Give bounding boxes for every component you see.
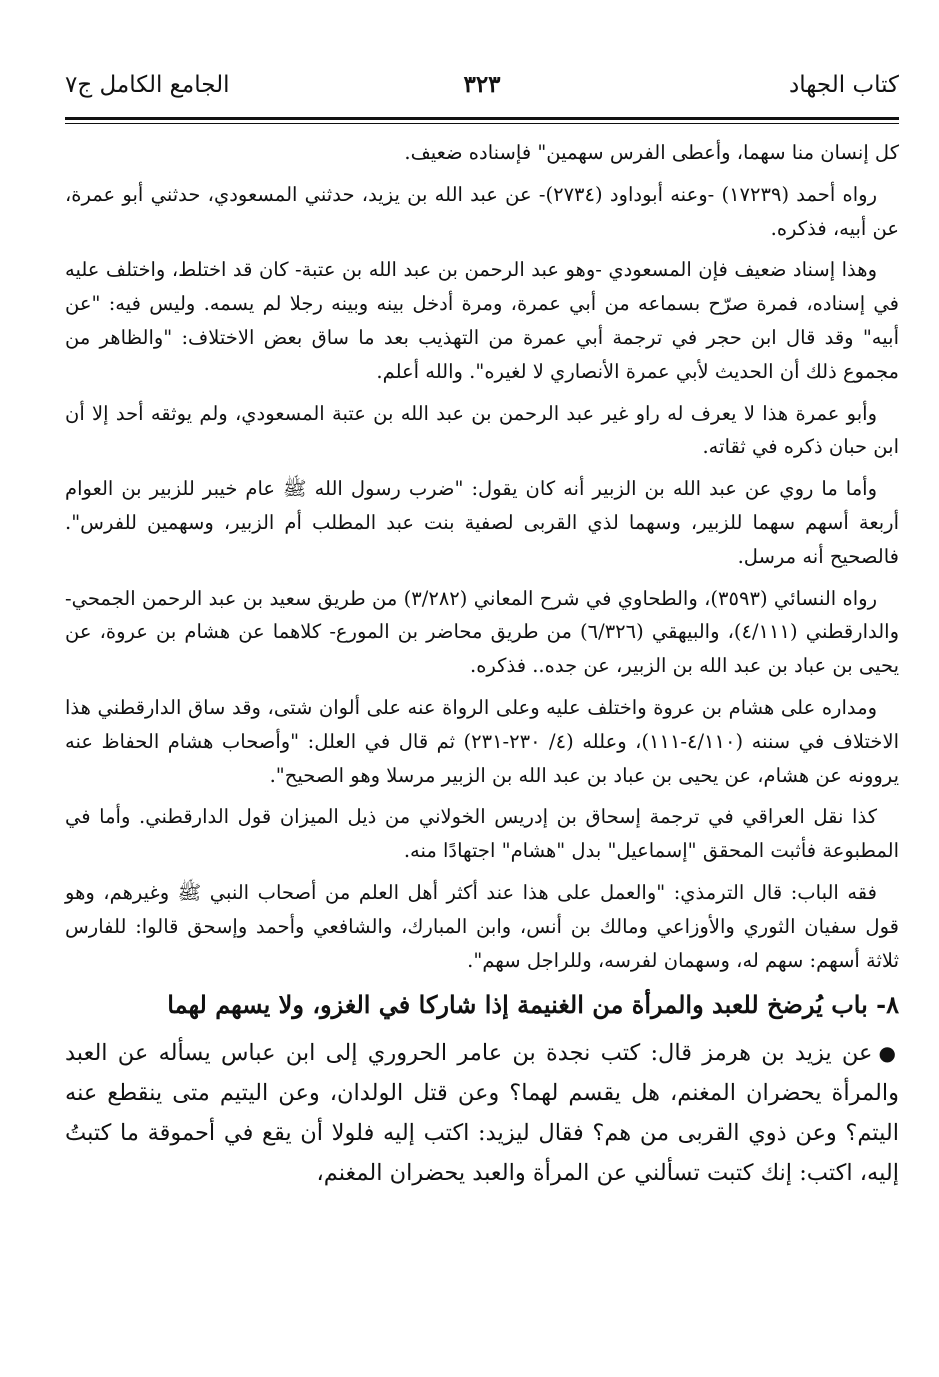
header-volume-title: الجامع الكامل ج٧	[65, 72, 230, 98]
chapter-heading: ٨- باب يُرضخ للعبد والمرأة من الغنيمة إذا شاركا في الغزو، ولا يسهم لهما	[167, 990, 899, 1020]
header-book-title: كتاب الجهاد	[789, 72, 899, 98]
paragraph: رواه أحمد (١٧٢٣٩) -وعنه أبوداود (٢٧٣٤)- عن عبد الله بن يزيد، حدثني المسعودي، حدثني أبو عمرة، عن أبيه، فذكره.	[65, 182, 899, 240]
paragraph: وأبو عمرة هذا لا يعرف له راو غير عبد الرحمن بن عبد الله بن عتبة المسعودي، ولم يوثقه أحد إلا أن ابن حبان ذكره في ثقاته.	[65, 401, 899, 459]
header-rule-thin	[65, 123, 899, 124]
running-header	[65, 68, 899, 108]
paragraph: فقه الباب: قال الترمذي: "والعمل على هذا عند أكثر أهل العلم من أصحاب النبي ﷺ وغيرهم، وهو قول سفيان الثوري والأوزاعي ومالك بن أنس، وابن المبارك، والشافعي وأحمد وإسحق قالوا: للفارس ثلاثة أسهم: سهم له، وسهمان لفرسه، وللراجل سهم".	[65, 880, 899, 972]
paragraph: كذا نقل العراقي في ترجمة إسحاق بن إدريس الخولاني من ذيل الميزان قول الدارقطني. وأما في المطبوعة فأثبت المحقق "إسماعيل" بدل "هشام" اجتهادًا منه.	[65, 805, 899, 863]
header-rule-thick	[65, 117, 899, 120]
paragraph: وهذا إسناد ضعيف فإن المسعودي -وهو عبد الرحمن بن عبد الله بن عتبة- كان قد اختلط، واختلف عليه في إسناده، فمرة صرّح بسماعه من أبي عمرة، ومرة أدخل بينه وبينه رجلا لم يسمه. وليس فيه: "عن أبيه" وقد قال ابن حجر في ترجمة أبي عمرة من التهذيب بعد ما ساق بعض الاختلاف: "والظاهر من مجموع ذلك أن الحديث لأبي عمرة الأنصاري لا لغيره". والله أعلم.	[65, 258, 899, 383]
page-number: ٣٢٣	[463, 71, 501, 98]
paragraph: رواه النسائي (٣٥٩٣)، والطحاوي في شرح المعاني (٣/٢٨٢) من طريق سعيد بن عبد الرحمن الجمحي- والدارقطني (٤/١١١)، والبيهقي (٦/٣٢٦) من طريق محاضر بن المورع- كلاهما عن هشام بن عروة، عن يحيى بن عباد بن عبد الله بن الزبير، عن جده.. فذكره.	[65, 586, 900, 678]
footnote-commentary	[65, 136, 899, 977]
paragraph: ومداره على هشام بن عروة واختلف عليه وعلى الرواة عنه على ألوان شتى، وقد ساق الدارقطني هذا الاختلاف في سننه (٤/١١٠-١١١)، وعلله (٤/ ٢٣٠-٢٣١) ثم قال في العلل: "وأصحاب هشام الحفاظ عنه يروونه عن هشام، عن يحيى بن عباد بن عبد الله بن الزبير مرسلا وهو الصحيح".	[65, 695, 899, 787]
paragraph: وأما ما روي عن عبد الله بن الزبير أنه كان يقول: "ضرب رسول الله ﷺ عام خيبر للزبير بن العوام أربعة أسهم سهما للزبير، وسهما لذي القربى لصفية بنت عبد المطلب أم الزبير، وسهمين للفرس". فالصحيح أنه مرسل.	[65, 477, 899, 568]
hadith-text	[65, 1033, 899, 1193]
bullet-icon: ●	[878, 1041, 899, 1066]
paragraph-continuation: كل إنسان منا سهما، وأعطى الفرس سهمين" فإسناده ضعيف.	[404, 141, 899, 164]
hadith-block	[65, 1033, 899, 1193]
page-body	[65, 136, 899, 1193]
hadith-body: عن يزيد بن هرمز قال: كتب نجدة بن عامر الحروري إلى ابن عباس يسأله عن العبد والمرأة يحضران المغنم، هل يقسم لهما؟ وعن قتل الولدان، وعن اليتيم متى ينقطع عنه اليتم؟ وعن ذوي القربى من هم؟ فقال ليزيد: اكتب إليه فلولا أن يقع في أحموقة ما كتبتُ إليه، اكتب: إنك كتبت تسألني عن المرأة والعبد يحضران المغنم،	[65, 1040, 899, 1187]
